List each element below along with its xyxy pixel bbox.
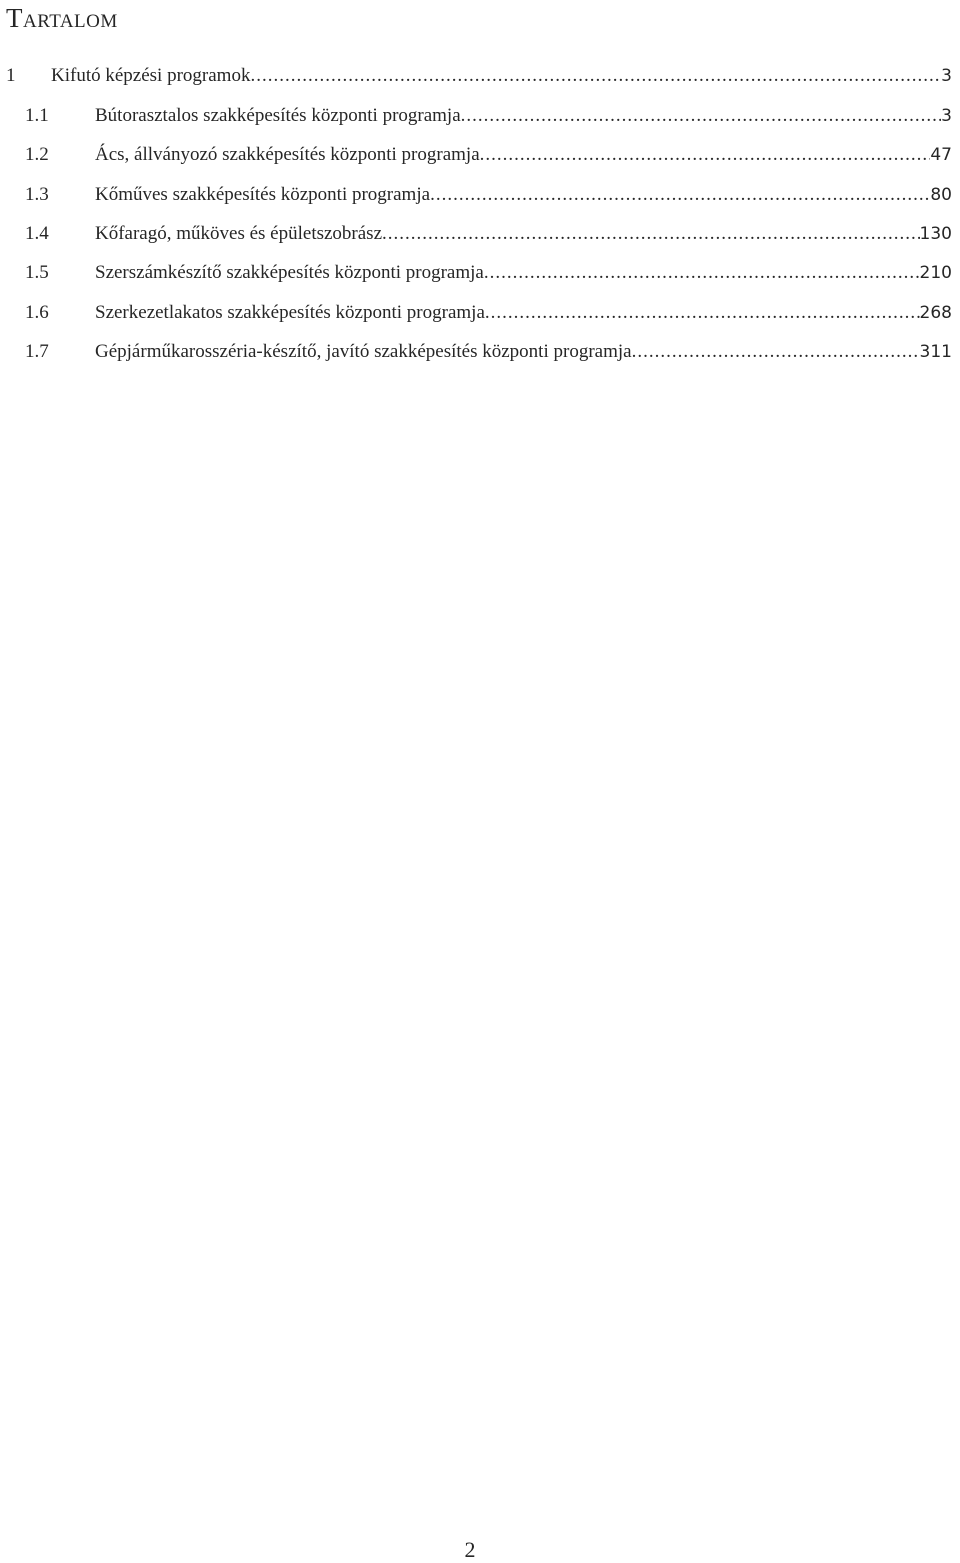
dot-leader [484, 262, 920, 284]
toc-entry-1-2[interactable] [0, 136, 960, 175]
toc-entry-page[interactable]: 3 [941, 66, 952, 87]
toc-entry-line [95, 105, 952, 127]
toc-entry-number: 1.4 [25, 222, 49, 244]
toc-entry-line [95, 144, 952, 166]
dot-leader [382, 223, 920, 245]
toc-entry-title[interactable]: Kőműves szakképesítés központi programja [95, 183, 431, 205]
dot-leader [485, 302, 920, 324]
toc-entry-1[interactable] [0, 57, 960, 96]
toc-entry-line [95, 341, 952, 363]
toc-entry-page[interactable]: 210 [919, 263, 952, 284]
toc-entry-line [95, 223, 952, 245]
toc-entry-1-1[interactable] [0, 96, 960, 135]
toc-heading: Tartalom [6, 3, 118, 33]
toc-entry-1-6[interactable] [0, 293, 960, 332]
toc-entry-page[interactable]: 130 [919, 223, 952, 244]
toc-entry-line [95, 262, 952, 284]
dot-leader [461, 105, 942, 127]
toc-entry-title[interactable]: Gépjárműkarosszéria-készítő, javító szakképesítés központi programja [95, 341, 632, 363]
toc-entry-page[interactable]: 268 [919, 302, 952, 323]
table-of-contents [0, 57, 960, 372]
dot-leader [250, 65, 941, 87]
toc-entry-number: 1.6 [25, 301, 49, 323]
toc-entry-title[interactable]: Szerszámkészítő szakképesítés központi programja [95, 262, 484, 284]
toc-entry-title[interactable]: Ács, állványozó szakképesítés központi programja [95, 144, 480, 166]
dot-leader [430, 184, 930, 206]
toc-entry-1-3[interactable] [0, 175, 960, 214]
toc-entry-page[interactable]: 80 [930, 184, 952, 205]
toc-entry-number: 1 [6, 65, 16, 87]
toc-entry-page[interactable]: 3 [941, 105, 952, 126]
toc-entry-number: 1.1 [25, 104, 49, 126]
toc-entry-page[interactable]: 47 [930, 145, 952, 166]
toc-entry-1-4[interactable] [0, 215, 960, 254]
toc-entry-title[interactable]: Kőfaragó, műköves és épületszobrász [95, 222, 383, 244]
toc-entry-number: 1.7 [25, 341, 49, 363]
toc-entry-title[interactable]: Bútorasztalos szakképesítés központi programja [95, 104, 461, 126]
toc-entry-line [95, 184, 952, 206]
toc-entry-title[interactable]: Kifutó képzési programok [51, 65, 251, 87]
toc-entry-number: 1.3 [25, 183, 49, 205]
toc-entry-1-7[interactable] [0, 333, 960, 372]
toc-entry-number: 1.5 [25, 262, 49, 284]
toc-entry-line [95, 302, 952, 324]
toc-entry-1-5[interactable] [0, 254, 960, 293]
toc-entry-page[interactable]: 311 [919, 342, 952, 363]
dot-leader [632, 341, 920, 363]
toc-entry-title[interactable]: Szerkezetlakatos szakképesítés központi programja [95, 301, 485, 323]
dot-leader [480, 144, 931, 166]
toc-entry-line [51, 65, 952, 87]
page-number: 2 [464, 1537, 476, 1562]
toc-entry-number: 1.2 [25, 144, 49, 166]
